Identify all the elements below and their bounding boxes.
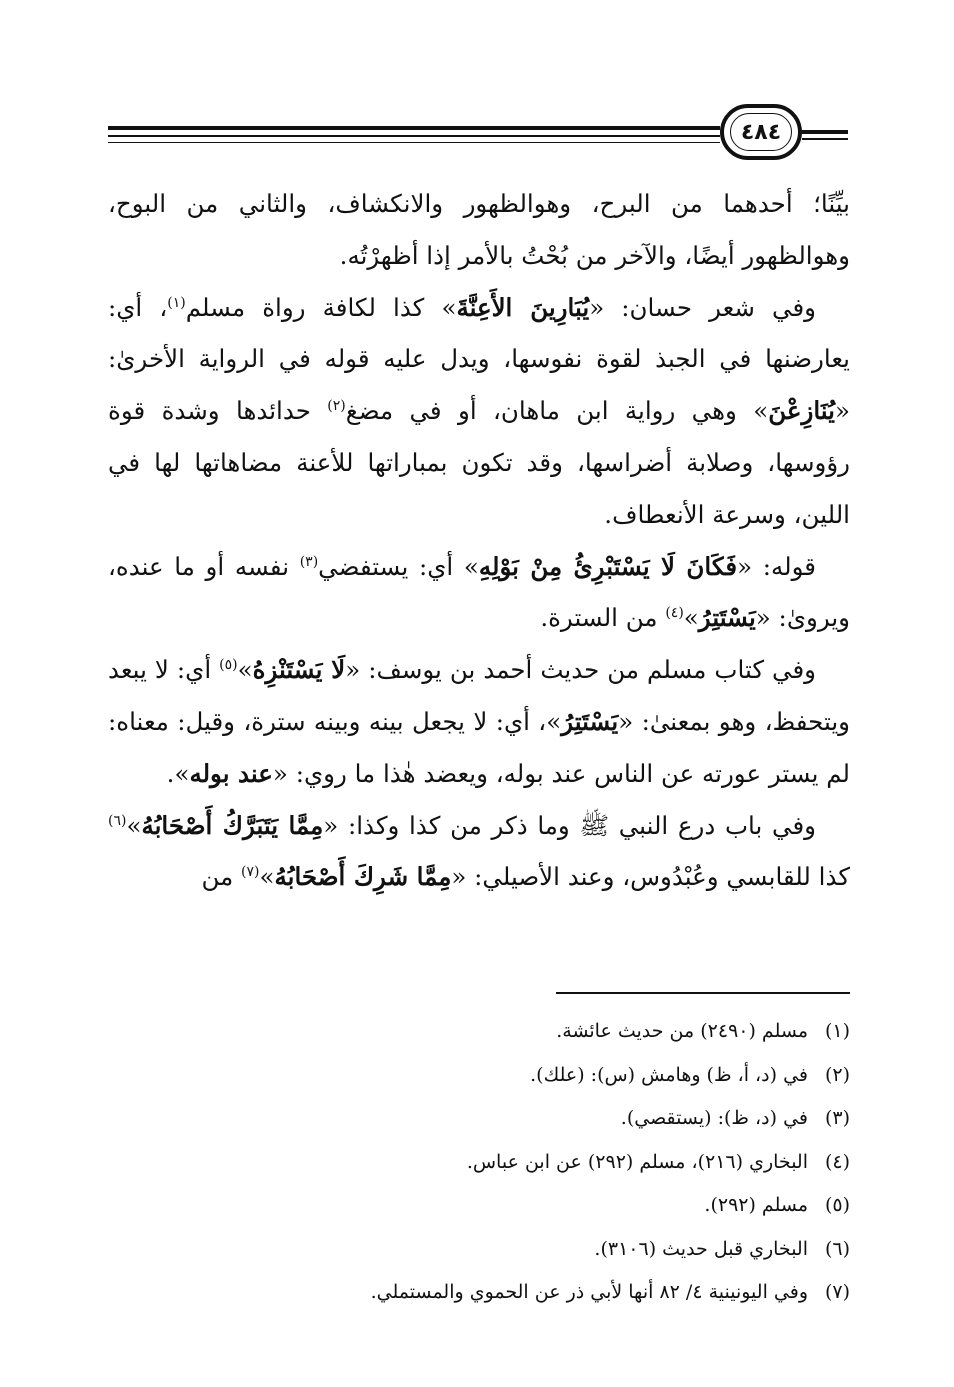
- paragraph-1: [108, 178, 850, 282]
- footnote-separator: [556, 992, 850, 994]
- p3-text-a: قوله: «: [737, 551, 816, 581]
- header-rule-thin: [108, 142, 720, 143]
- p5-text-c: كذا للقابسي وعُبْدُوس، وعند الأصيلي: «: [451, 862, 850, 892]
- footnote-text: البخاري (٢١٦)، مسلم (٢٩٢) عن ابن عباس.: [466, 1150, 808, 1173]
- footnote-number: (٧): [824, 1281, 850, 1303]
- footnote-ref-4[interactable]: (٤): [665, 605, 684, 622]
- footnote-5: [108, 1184, 850, 1228]
- header-rule-thick: [108, 126, 720, 130]
- p4-text-d: »، أي: لا يجعل بينه وبينه سترة، وقيل: معناه: لم يستر عورته عن الناس عند بوله، ويعضد هٰذا ما روي: «: [108, 706, 850, 788]
- footnote-text: مسلم (٢٤٩٠) من حديث عائشة.: [556, 1020, 808, 1042]
- p5-text-b: »: [126, 810, 142, 840]
- footnote-number: (٢): [824, 1063, 850, 1086]
- paragraph-5: [108, 800, 850, 904]
- p3-quote-1: فَكَانَ لَا يَسْتَبْرِئُ مِنْ بَوْلِهِ: [478, 551, 738, 581]
- footnote-ref-3[interactable]: (٣): [299, 553, 319, 570]
- p4-text-a: وفي كتاب مسلم من حديث أحمد بن يوسف: «: [345, 655, 817, 685]
- footnote-number: (٥): [824, 1194, 850, 1216]
- page-number-badge: [720, 104, 802, 160]
- p2-text-e: حدائدها وشدة قوة رؤوسها، وصلابة أضراسها، وقد تكون بمباراتها للأعنة مضاهاتها لها في اللين، وسرعة الأنعطاف.: [108, 396, 850, 529]
- footnote-1: [108, 1010, 850, 1054]
- header-rule-right-thin: [802, 138, 848, 140]
- p4-quote-2: يَسْتَتِرُ: [561, 706, 619, 736]
- footnotes-list: [108, 1010, 850, 1315]
- header-rule-medium: [108, 135, 720, 137]
- p2-text-b: » كذا لكافة رواة مسلم: [185, 292, 457, 322]
- p5-quote-2: مِمَّا شَرِكَ أَصْحَابُهُ: [274, 862, 452, 892]
- p3-text-d: »: [683, 603, 699, 633]
- p2-text-d: » وهي رواية ابن ماهان، أو في مضغ: [345, 396, 769, 426]
- p5-quote-1: مِمَّا يَتَبَرَّكُ أَصْحَابُهُ: [141, 810, 324, 840]
- main-text: [108, 178, 850, 903]
- footnote-text: البخاري قبل حديث (٣١٠٦).: [594, 1237, 808, 1260]
- p4-text-e: ».: [166, 758, 190, 788]
- footnote-6: [108, 1228, 850, 1272]
- footnote-ref-7[interactable]: (٧): [241, 864, 260, 881]
- p3-quote-2: يَسْتَتِرُ: [698, 603, 756, 633]
- footnote-7: [108, 1271, 850, 1315]
- footnote-text: في (د، ظ): (يستقصي).: [620, 1107, 808, 1129]
- p5-text-a: وفي باب درع النبي ﷺ وما ذكر من كذا وكذا: «: [323, 810, 816, 840]
- footnote-number: (٣): [824, 1107, 850, 1129]
- footnote-3: [108, 1097, 850, 1141]
- p4-quote-1: لَا يَسْتَنْزِهُ: [252, 655, 346, 685]
- paragraph-1-line-2: وهوالظهور أيضًا، والآخر من بُحْتُ بالأمر إذا أظهرْتُه.: [339, 240, 850, 270]
- footnote-number: (٤): [824, 1150, 850, 1173]
- footnote-text: وفي اليونينية ٤/ ٨٢ أنها لأبي ذر عن الحموي والمستملي.: [370, 1281, 808, 1303]
- p4-text-c: أي: لا يبعد ويتحفظ، وهو بمعنىٰ: «: [108, 655, 850, 736]
- p2-quote-2: يُنَازِعْنَ: [768, 396, 835, 426]
- footnote-4: [108, 1141, 850, 1185]
- footnote-ref-1[interactable]: (١): [167, 294, 186, 311]
- paragraph-2: [108, 282, 850, 541]
- p2-text-c: ، أي: يعارضنها في الجبذ لقوة نفوسها، ويدل عليه قوله في الرواية الأخرىٰ: «: [108, 292, 850, 426]
- p3-text-b: » أي: يستفضي: [318, 551, 479, 581]
- paragraph-4: [108, 644, 850, 799]
- footnote-number: (٦): [824, 1237, 850, 1260]
- footnote-number: (١): [824, 1020, 850, 1042]
- p3-text-e: من السترة.: [540, 603, 666, 633]
- p4-quote-3: عند بوله: [189, 758, 273, 788]
- footnote-text: مسلم (٢٩٢).: [704, 1194, 808, 1216]
- p5-text-d: »: [259, 862, 275, 892]
- footnote-ref-6[interactable]: (٦): [108, 812, 127, 829]
- p2-quote-1: يُبَارِينَ الأَعِنَّةَ: [456, 292, 590, 322]
- p4-text-b: »: [237, 655, 253, 685]
- footnote-2: [108, 1054, 850, 1098]
- p5-text-e: من: [201, 862, 242, 892]
- page-header: [108, 104, 850, 164]
- page-number: ٤٨٤: [740, 119, 782, 145]
- footnote-ref-2[interactable]: (٢): [327, 398, 346, 415]
- header-rule-right-thick: [802, 130, 848, 134]
- p2-text-a: وفي شعر حسان: «: [589, 292, 817, 322]
- footnote-text: في (د، أ، ظ) وهامش (س): (علك).: [530, 1063, 808, 1086]
- paragraph-1-line-1: بيِّنًا؛ أحدهما من البرح، وهوالظهور والانكشاف، والثاني من البوح،: [108, 189, 850, 218]
- p3-text-c: نفسه أو ما عنده، ويروىٰ: «: [108, 551, 850, 633]
- paragraph-3: [108, 541, 850, 645]
- footnote-ref-5[interactable]: (٥): [219, 657, 238, 674]
